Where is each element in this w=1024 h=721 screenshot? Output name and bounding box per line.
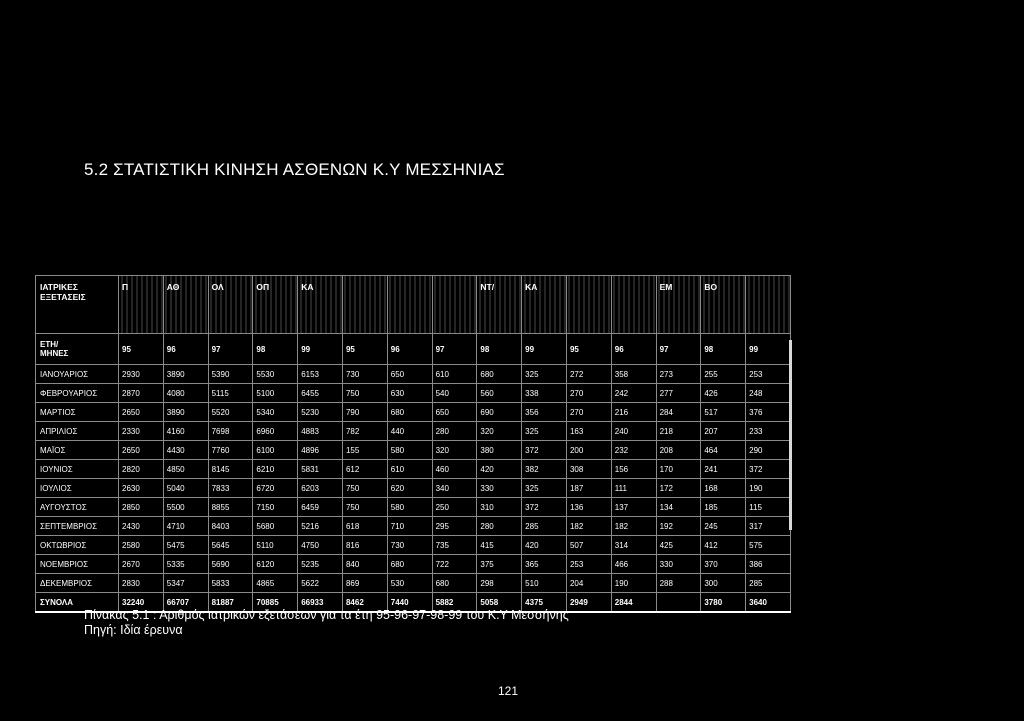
- value-cell: 284: [656, 403, 701, 422]
- value-cell: 2580: [119, 536, 164, 555]
- value-cell: 137: [611, 498, 656, 517]
- value-cell: 6720: [253, 479, 298, 498]
- year-header-cell: 98: [701, 334, 746, 365]
- value-cell: 273: [656, 365, 701, 384]
- value-cell: 156: [611, 460, 656, 479]
- month-label-cell: ΙΟΥΛΙΟΣ: [36, 479, 119, 498]
- value-cell: 295: [432, 517, 477, 536]
- value-cell: 5230: [298, 403, 343, 422]
- value-cell: 111: [611, 479, 656, 498]
- value-cell: 5831: [298, 460, 343, 479]
- value-cell: 5530: [253, 365, 298, 384]
- value-cell: 460: [432, 460, 477, 479]
- month-label-cell: ΙΑΝΟΥΑΡΙΟΣ: [36, 365, 119, 384]
- year-row-label: ΕΤΗ/ ΜΗΝΕΣ: [36, 334, 119, 365]
- value-cell: 241: [701, 460, 746, 479]
- value-cell: 6100: [253, 441, 298, 460]
- group-header-row: [36, 276, 791, 334]
- value-cell: 680: [432, 574, 477, 593]
- total-value-cell: 81887: [208, 593, 253, 613]
- value-cell: 690: [477, 403, 522, 422]
- value-cell: 338: [522, 384, 567, 403]
- group-header-cell: [342, 276, 387, 334]
- value-cell: 5115: [208, 384, 253, 403]
- value-cell: 253: [566, 555, 611, 574]
- value-cell: 4896: [298, 441, 343, 460]
- table-row: [36, 384, 791, 403]
- group-header-cell: [611, 276, 656, 334]
- group-header-cell: ΟΠ: [253, 276, 298, 334]
- group-header-cell: ΝΤ/: [477, 276, 522, 334]
- value-cell: 4710: [163, 517, 208, 536]
- total-value-cell: 3640: [746, 593, 791, 613]
- caption-source: Πηγή: Ιδία έρευνα: [84, 623, 183, 637]
- value-cell: 580: [387, 498, 432, 517]
- value-cell: 5340: [253, 403, 298, 422]
- month-label-cell: ΜΑΪΟΣ: [36, 441, 119, 460]
- value-cell: 5833: [208, 574, 253, 593]
- value-cell: 372: [522, 498, 567, 517]
- table-row: [36, 422, 791, 441]
- value-cell: 5390: [208, 365, 253, 384]
- value-cell: 2650: [119, 441, 164, 460]
- value-cell: 5216: [298, 517, 343, 536]
- value-cell: 2830: [119, 574, 164, 593]
- value-cell: 4865: [253, 574, 298, 593]
- value-cell: 372: [522, 441, 567, 460]
- section-heading: 5.2 ΣΤΑΤΙΣΤΙΚΗ ΚΙΝΗΣΗ ΑΣΘΕΝΩΝ Κ.Υ ΜΕΣΣΗΝΙΑΣ: [84, 160, 505, 179]
- value-cell: 380: [477, 441, 522, 460]
- value-cell: 620: [387, 479, 432, 498]
- value-cell: 340: [432, 479, 477, 498]
- value-cell: 330: [477, 479, 522, 498]
- value-cell: 730: [342, 365, 387, 384]
- value-cell: 376: [746, 403, 791, 422]
- value-cell: 208: [656, 441, 701, 460]
- value-cell: 2330: [119, 422, 164, 441]
- value-cell: 325: [522, 422, 567, 441]
- table-row: [36, 365, 791, 384]
- value-cell: 575: [746, 536, 791, 555]
- value-cell: 285: [746, 574, 791, 593]
- value-cell: 680: [387, 555, 432, 574]
- value-cell: 5347: [163, 574, 208, 593]
- value-cell: 5475: [163, 536, 208, 555]
- total-value-cell: 4375: [522, 593, 567, 613]
- value-cell: 370: [701, 555, 746, 574]
- value-cell: 2430: [119, 517, 164, 536]
- value-cell: 425: [656, 536, 701, 555]
- month-label-cell: ΣΕΠΤΕΜΒΡΙΟΣ: [36, 517, 119, 536]
- value-cell: 298: [477, 574, 522, 593]
- value-cell: 325: [522, 479, 567, 498]
- year-header-row: [36, 334, 791, 365]
- month-label-cell: ΜΑΡΤΙΟΣ: [36, 403, 119, 422]
- value-cell: 750: [342, 384, 387, 403]
- value-cell: 300: [701, 574, 746, 593]
- value-cell: 134: [656, 498, 701, 517]
- value-cell: 365: [522, 555, 567, 574]
- table-row: [36, 555, 791, 574]
- month-label-cell: ΑΥΓΟΥΣΤΟΣ: [36, 498, 119, 517]
- value-cell: 530: [387, 574, 432, 593]
- value-cell: 358: [611, 365, 656, 384]
- value-cell: 314: [611, 536, 656, 555]
- corner-header-cell: ΙΑΤΡΙΚΕΣ ΕΞΕΤΑΣΕΙΣ: [36, 276, 119, 334]
- value-cell: 5645: [208, 536, 253, 555]
- total-value-cell: 8462: [342, 593, 387, 613]
- value-cell: 4160: [163, 422, 208, 441]
- month-label-cell: ΑΠΡΙΛΙΟΣ: [36, 422, 119, 441]
- total-value-cell: 66707: [163, 593, 208, 613]
- value-cell: 782: [342, 422, 387, 441]
- value-cell: 7833: [208, 479, 253, 498]
- group-header-cell: [746, 276, 791, 334]
- value-cell: 270: [566, 403, 611, 422]
- value-cell: 680: [387, 403, 432, 422]
- value-cell: 580: [387, 441, 432, 460]
- value-cell: 5520: [208, 403, 253, 422]
- month-label-cell: ΟΚΤΩΒΡΙΟΣ: [36, 536, 119, 555]
- value-cell: 382: [522, 460, 567, 479]
- value-cell: 285: [522, 517, 567, 536]
- total-value-cell: 2844: [611, 593, 656, 613]
- value-cell: 2930: [119, 365, 164, 384]
- group-header-cell: [566, 276, 611, 334]
- value-cell: 182: [566, 517, 611, 536]
- value-cell: 816: [342, 536, 387, 555]
- value-cell: 420: [522, 536, 567, 555]
- value-cell: 250: [432, 498, 477, 517]
- value-cell: 5680: [253, 517, 298, 536]
- year-header-cell: 95: [566, 334, 611, 365]
- group-header-cell: ΕΜ: [656, 276, 701, 334]
- table-caption: [84, 608, 569, 638]
- month-label-cell: ΙΟΥΝΙΟΣ: [36, 460, 119, 479]
- value-cell: 163: [566, 422, 611, 441]
- value-cell: 2820: [119, 460, 164, 479]
- value-cell: 330: [656, 555, 701, 574]
- value-cell: 630: [387, 384, 432, 403]
- value-cell: 610: [387, 460, 432, 479]
- value-cell: 6960: [253, 422, 298, 441]
- value-cell: 722: [432, 555, 477, 574]
- total-value-cell: 7440: [387, 593, 432, 613]
- group-header-cell: ΑΘ: [163, 276, 208, 334]
- value-cell: 650: [387, 365, 432, 384]
- total-value-cell: 66933: [298, 593, 343, 613]
- value-cell: 426: [701, 384, 746, 403]
- value-cell: 869: [342, 574, 387, 593]
- value-cell: 280: [432, 422, 477, 441]
- value-cell: 155: [342, 441, 387, 460]
- month-label-cell: ΔΕΚΕΜΒΡΙΟΣ: [36, 574, 119, 593]
- value-cell: 6455: [298, 384, 343, 403]
- value-cell: 735: [432, 536, 477, 555]
- value-cell: 5235: [298, 555, 343, 574]
- totals-label-cell: ΣΥΝΟΛΑ: [36, 593, 119, 613]
- group-header-cell: ΚΑ: [298, 276, 343, 334]
- table-row: [36, 460, 791, 479]
- value-cell: 288: [656, 574, 701, 593]
- value-cell: 680: [477, 365, 522, 384]
- value-cell: 172: [656, 479, 701, 498]
- total-value-cell: 32240: [119, 593, 164, 613]
- value-cell: 320: [477, 422, 522, 441]
- value-cell: 190: [746, 479, 791, 498]
- value-cell: 372: [746, 460, 791, 479]
- value-cell: 6210: [253, 460, 298, 479]
- value-cell: 510: [522, 574, 567, 593]
- table-row: [36, 517, 791, 536]
- value-cell: 5040: [163, 479, 208, 498]
- month-label-cell: ΦΕΒΡΟΥΑΡΙΟΣ: [36, 384, 119, 403]
- value-cell: 310: [477, 498, 522, 517]
- value-cell: 168: [701, 479, 746, 498]
- value-cell: 5690: [208, 555, 253, 574]
- year-header-cell: 99: [522, 334, 567, 365]
- year-header-cell: 97: [208, 334, 253, 365]
- value-cell: 216: [611, 403, 656, 422]
- group-header-cell: ΚΑ: [522, 276, 567, 334]
- value-cell: 7150: [253, 498, 298, 517]
- month-label-cell: ΝΟΕΜΒΡΙΟΣ: [36, 555, 119, 574]
- group-header-cell: Π: [119, 276, 164, 334]
- value-cell: 253: [746, 365, 791, 384]
- year-header-cell: 99: [298, 334, 343, 365]
- value-cell: 3890: [163, 403, 208, 422]
- value-cell: 245: [701, 517, 746, 536]
- value-cell: 540: [432, 384, 477, 403]
- value-cell: 464: [701, 441, 746, 460]
- value-cell: 4750: [298, 536, 343, 555]
- group-header-cell: ΒΟ: [701, 276, 746, 334]
- value-cell: 200: [566, 441, 611, 460]
- caption-title: Πίνακας 5.1 : Αριθμός ιατρικών εξετάσεων για τα έτη 95-96-97-98-99 του Κ.Υ Μεσσήνης: [84, 608, 569, 622]
- value-cell: 242: [611, 384, 656, 403]
- value-cell: 7698: [208, 422, 253, 441]
- value-cell: 2670: [119, 555, 164, 574]
- total-value-cell: 5882: [432, 593, 477, 613]
- value-cell: 5500: [163, 498, 208, 517]
- value-cell: 650: [432, 403, 477, 422]
- table-row: [36, 479, 791, 498]
- value-cell: 190: [611, 574, 656, 593]
- value-cell: 320: [432, 441, 477, 460]
- medical-exams-table: [35, 275, 791, 613]
- value-cell: 730: [387, 536, 432, 555]
- value-cell: 233: [746, 422, 791, 441]
- value-cell: 232: [611, 441, 656, 460]
- value-cell: 386: [746, 555, 791, 574]
- value-cell: 710: [387, 517, 432, 536]
- value-cell: 5110: [253, 536, 298, 555]
- value-cell: 4850: [163, 460, 208, 479]
- value-cell: 2870: [119, 384, 164, 403]
- exams-table-container: [35, 275, 791, 613]
- value-cell: 2650: [119, 403, 164, 422]
- value-cell: 317: [746, 517, 791, 536]
- value-cell: 136: [566, 498, 611, 517]
- table-row: [36, 403, 791, 422]
- value-cell: 3890: [163, 365, 208, 384]
- value-cell: 420: [477, 460, 522, 479]
- year-header-cell: 97: [656, 334, 701, 365]
- year-header-cell: 96: [163, 334, 208, 365]
- year-header-cell: 95: [342, 334, 387, 365]
- value-cell: 290: [746, 441, 791, 460]
- value-cell: 8145: [208, 460, 253, 479]
- year-header-cell: 97: [432, 334, 477, 365]
- value-cell: 610: [432, 365, 477, 384]
- value-cell: 466: [611, 555, 656, 574]
- value-cell: 356: [522, 403, 567, 422]
- value-cell: 440: [387, 422, 432, 441]
- value-cell: 415: [477, 536, 522, 555]
- year-header-cell: 96: [387, 334, 432, 365]
- year-header-cell: 98: [477, 334, 522, 365]
- table-edge-bar: [789, 340, 792, 530]
- value-cell: 4080: [163, 384, 208, 403]
- year-header-cell: 96: [611, 334, 656, 365]
- value-cell: 412: [701, 536, 746, 555]
- value-cell: 8403: [208, 517, 253, 536]
- value-cell: 187: [566, 479, 611, 498]
- value-cell: 204: [566, 574, 611, 593]
- value-cell: 840: [342, 555, 387, 574]
- value-cell: 612: [342, 460, 387, 479]
- total-value-cell: 2949: [566, 593, 611, 613]
- year-header-cell: 95: [119, 334, 164, 365]
- table-row: [36, 441, 791, 460]
- value-cell: 218: [656, 422, 701, 441]
- table-row: [36, 574, 791, 593]
- value-cell: 277: [656, 384, 701, 403]
- value-cell: 2850: [119, 498, 164, 517]
- value-cell: 255: [701, 365, 746, 384]
- value-cell: 308: [566, 460, 611, 479]
- page-number: 121: [498, 684, 519, 698]
- value-cell: 7760: [208, 441, 253, 460]
- value-cell: 6153: [298, 365, 343, 384]
- value-cell: 2630: [119, 479, 164, 498]
- value-cell: 375: [477, 555, 522, 574]
- total-value-cell: [656, 593, 701, 613]
- group-header-cell: [387, 276, 432, 334]
- value-cell: 280: [477, 517, 522, 536]
- value-cell: 207: [701, 422, 746, 441]
- value-cell: 272: [566, 365, 611, 384]
- value-cell: 5622: [298, 574, 343, 593]
- value-cell: 325: [522, 365, 567, 384]
- value-cell: 560: [477, 384, 522, 403]
- value-cell: 5335: [163, 555, 208, 574]
- value-cell: 185: [701, 498, 746, 517]
- value-cell: 6203: [298, 479, 343, 498]
- value-cell: 270: [566, 384, 611, 403]
- value-cell: 618: [342, 517, 387, 536]
- total-value-cell: 5058: [477, 593, 522, 613]
- value-cell: 750: [342, 498, 387, 517]
- table-row: [36, 536, 791, 555]
- value-cell: 240: [611, 422, 656, 441]
- value-cell: 8855: [208, 498, 253, 517]
- value-cell: 192: [656, 517, 701, 536]
- value-cell: 517: [701, 403, 746, 422]
- value-cell: 790: [342, 403, 387, 422]
- year-header-cell: 99: [746, 334, 791, 365]
- value-cell: 4883: [298, 422, 343, 441]
- value-cell: 170: [656, 460, 701, 479]
- value-cell: 507: [566, 536, 611, 555]
- year-header-cell: 98: [253, 334, 298, 365]
- value-cell: 6120: [253, 555, 298, 574]
- value-cell: 6459: [298, 498, 343, 517]
- value-cell: 248: [746, 384, 791, 403]
- value-cell: 4430: [163, 441, 208, 460]
- value-cell: 115: [746, 498, 791, 517]
- value-cell: 5100: [253, 384, 298, 403]
- value-cell: 750: [342, 479, 387, 498]
- total-value-cell: 3780: [701, 593, 746, 613]
- total-value-cell: 70885: [253, 593, 298, 613]
- table-row: [36, 498, 791, 517]
- group-header-cell: [432, 276, 477, 334]
- value-cell: 182: [611, 517, 656, 536]
- group-header-cell: ΟΛ: [208, 276, 253, 334]
